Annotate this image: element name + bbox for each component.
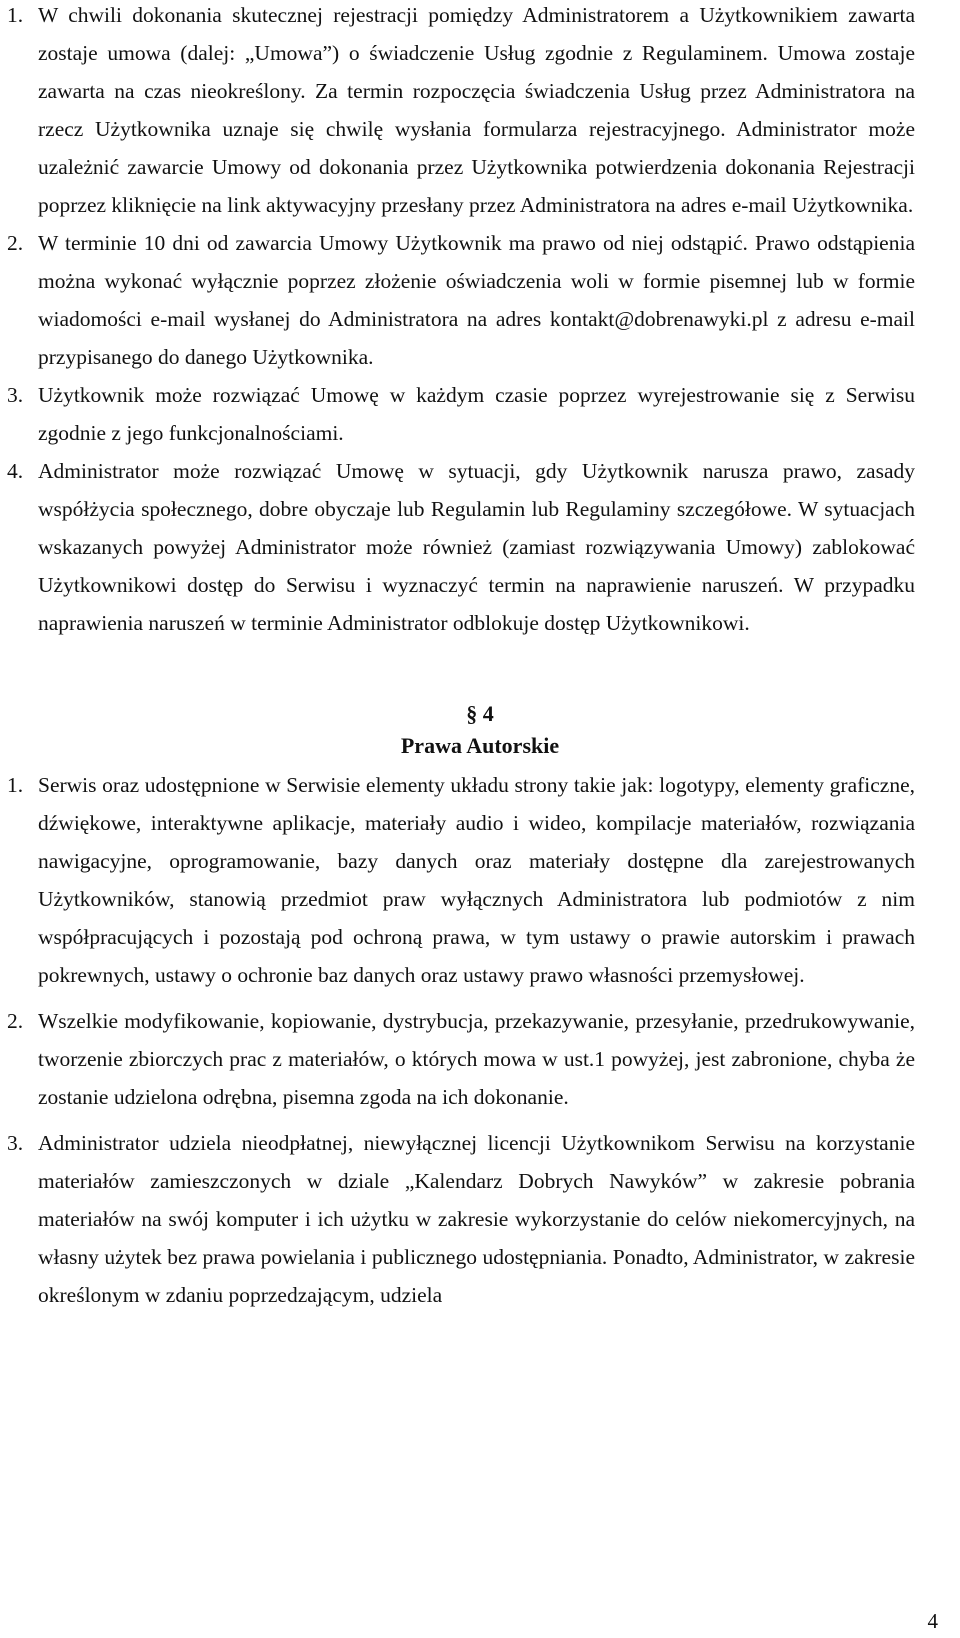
item-text: Administrator udziela nieodpłatnej, niewyłącznej licencji Użytkownikom Serwisu na korzystanie materiałów zamieszczonych w dziale „Kalendarz Dobrych Nawyków” w zakresie pobrania materiałów na swój komputer i ich użytku w zakresie wykorzystanie do celów niekomercyjnych, na własny użytek bez prawa powielania i publicznego udostępniania. Ponadto, Administrator, w zakresie określonym w zdaniu poprzedzającym, udziela (38, 1131, 915, 1307)
list-item (7, 224, 915, 376)
section-symbol: § 4 (466, 701, 494, 726)
list-item (7, 0, 915, 224)
paragraph-list (7, 766, 915, 1314)
item-number: 2. (7, 231, 24, 255)
list-item (7, 1002, 915, 1116)
item-text: Administrator może rozwiązać Umowę w sytuacji, gdy Użytkownik narusza prawo, zasady współżycia społecznego, dobre obyczaje lub Regulamin lub Regulaminy szczegółowe. W sytuacjach wskazanych powyżej Administrator może również (zamiast rozwiązywania Umowy) zablokować Użytkownikowi dostęp do Serwisu i wyznaczyć termin na naprawienie naruszeń. W przypadku naprawienia naruszeń w terminie Administrator odblokuje dostęp Użytkownikowi. (38, 459, 915, 635)
item-number: 3. (7, 1131, 24, 1155)
list-item (7, 766, 915, 994)
item-number: 4. (7, 459, 24, 483)
item-number: 3. (7, 383, 24, 407)
item-text: Wszelkie modyfikowanie, kopiowanie, dystrybucja, przekazywanie, przesyłanie, przedrukowywanie, tworzenie zbiorczych prac z materiałów, o których mowa w ust.1 powyżej, jest zabronione, chyba że zostanie udzielona odrębna, pisemna zgoda na ich dokonanie. (38, 1009, 915, 1109)
section-umowa (0, 0, 960, 642)
section-title: Prawa Autorskie (400, 733, 560, 758)
section-prawa-autorskie (0, 766, 960, 1314)
item-number: 2. (7, 1009, 24, 1033)
paragraph-list (7, 0, 915, 642)
item-text: W chwili dokonania skutecznej rejestracji pomiędzy Administratorem a Użytkownikiem zawarta zostaje umowa (dalej: „Umowa”) o świadczenie Usług zgodnie z Regulaminem. Umowa zostaje zawarta na czas nieokreślony. Za termin rozpoczęcia świadczenia Usług przez Administratora na rzecz Użytkownika uznaje się chwilę wysłania formularza rejestracyjnego. Administrator może uzależnić zawarcie Umowy od dokonania przez Użytkownika potwierdzenia dokonania Rejestracji poprzez kliknięcie na link aktywacyjny przesłany przez Administratora na adres e-mail Użytkownika. (38, 3, 915, 217)
list-item (7, 452, 915, 642)
section-heading (0, 696, 960, 764)
item-text: W terminie 10 dni od zawarcia Umowy Użytkownik ma prawo od niej odstąpić. Prawo odstąpienia można wykonać wyłącznie poprzez złożenie oświadczenia woli w formie pisemnej lub w formie wiadomości e-mail wysłanej do Administratora na adres kontakt@dobrenawyki.pl z adresu e-mail przypisanego do danego Użytkownika. (38, 231, 915, 369)
item-text: Użytkownik może rozwiązać Umowę w każdym czasie poprzez wyrejestrowanie się z Serwisu zgodnie z jego funkcjonalnościami. (38, 383, 915, 445)
item-text: Serwis oraz udostępnione w Serwisie elementy układu strony takie jak: logotypy, elementy graficzne, dźwiękowe, interaktywne aplikacje, materiały audio i wideo, kompilacje materiałów, rozwiązania nawigacyjne, oprogramowanie, bazy danych oraz materiały dostępne dla zarejestrowanych Użytkowników, stanowią przedmiot praw wyłącznych Administratora lub podmiotów z nim współpracujących i pozostają pod ochroną prawa, w tym ustawy o prawie autorskim i prawach pokrewnych, ustawy o ochronie baz danych oraz ustawy prawo własności przemysłowej. (38, 773, 915, 987)
item-number: 1. (7, 773, 24, 797)
page-number: 4 (927, 1609, 938, 1633)
list-item (7, 376, 915, 452)
item-number: 1. (7, 3, 24, 27)
list-item (7, 1124, 915, 1314)
